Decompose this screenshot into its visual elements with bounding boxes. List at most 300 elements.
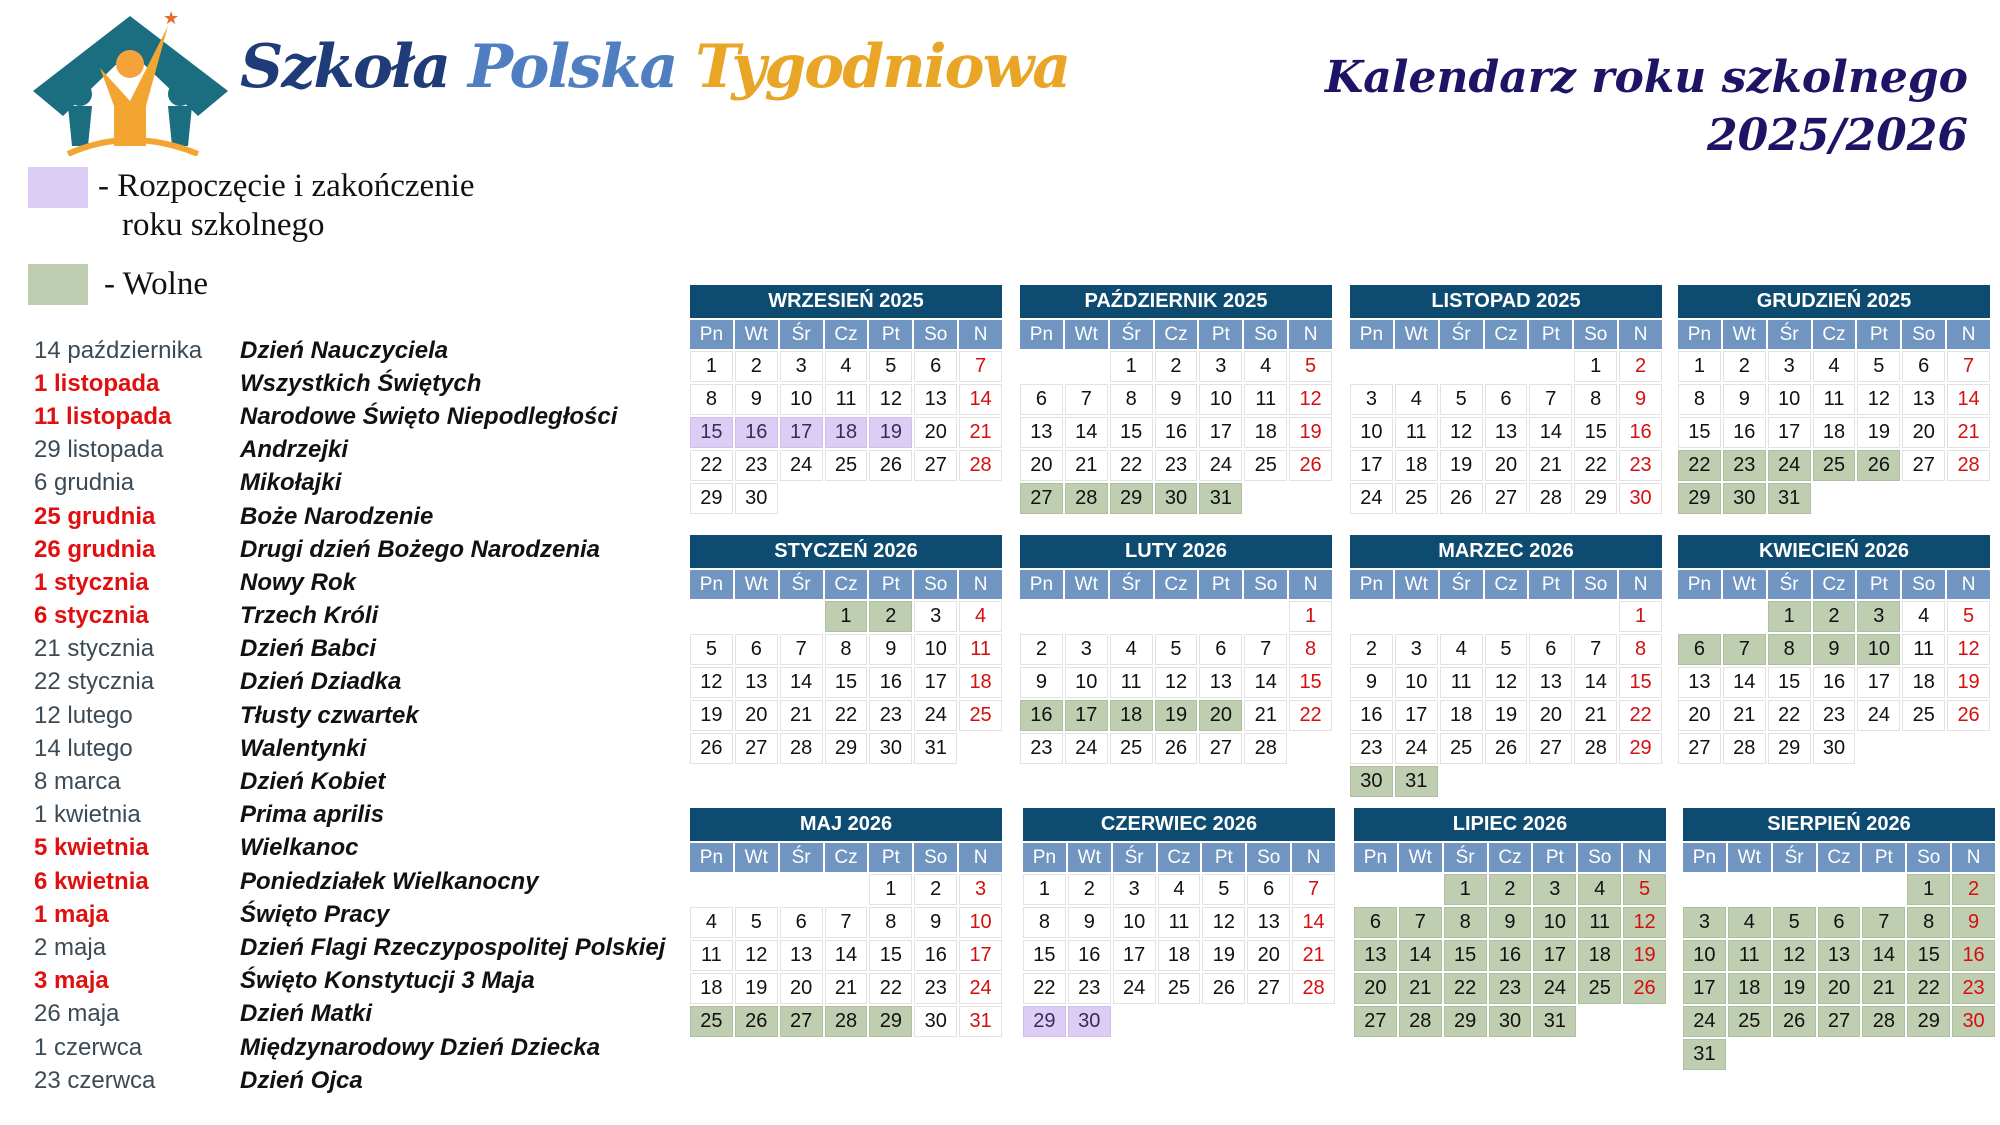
weekday-header: So [1574, 570, 1617, 599]
day-cell: 1 [869, 874, 912, 905]
day-cell: 4 [959, 601, 1002, 632]
day-cell: 1 [1574, 351, 1617, 382]
day-cell: 23 [735, 450, 778, 481]
day-cell: 9 [1952, 907, 1995, 938]
day-cell: 2 [1619, 351, 1662, 382]
day-cell: 28 [1947, 450, 1990, 481]
day-cell: 12 [1485, 667, 1528, 698]
day-cell: 6 [914, 351, 957, 382]
day-cell: 3 [1768, 351, 1811, 382]
day-cell: 17 [959, 940, 1002, 971]
day-cell: 3 [1113, 874, 1156, 905]
day-cell: 8 [1907, 907, 1950, 938]
day-cell: 24 [1113, 973, 1156, 1004]
day-cell: 20 [780, 973, 823, 1004]
empty-cell [1350, 601, 1393, 632]
day-cell: 11 [1244, 384, 1287, 415]
day-cell: 16 [1952, 940, 1995, 971]
day-cell: 21 [1574, 700, 1617, 731]
weekday-header: So [1574, 320, 1617, 349]
holiday-item [34, 1031, 665, 1064]
holiday-name: Wielkanoc [240, 834, 359, 862]
day-cell: 14 [1862, 940, 1905, 971]
day-cell: 25 [959, 700, 1002, 731]
day-cell: 11 [1158, 907, 1201, 938]
day-cell: 27 [735, 733, 778, 764]
day-cell: 15 [1110, 417, 1153, 448]
weekday-header: Wt [1395, 320, 1438, 349]
day-cell: 29 [1574, 483, 1617, 514]
empty-cell [1399, 874, 1442, 905]
weekday-header: Pn [1023, 843, 1066, 872]
day-cell: 1 [1678, 351, 1721, 382]
day-cell: 20 [1354, 973, 1397, 1004]
day-cell: 16 [1619, 417, 1662, 448]
day-cell: 22 [690, 450, 733, 481]
weekday-header: N [1623, 843, 1666, 872]
day-cell: 11 [1813, 384, 1856, 415]
day-cell: 11 [1110, 667, 1153, 698]
day-cell: 18 [690, 973, 733, 1004]
day-cell: 3 [1683, 907, 1726, 938]
holiday-date: 6 stycznia [34, 602, 149, 630]
day-cell: 26 [1485, 733, 1528, 764]
holiday-date: 21 stycznia [34, 635, 155, 663]
day-cell: 15 [1678, 417, 1721, 448]
day-cell: 5 [869, 351, 912, 382]
day-cell: 4 [1110, 634, 1153, 665]
day-cell: 14 [1244, 667, 1287, 698]
day-cell: 13 [1902, 384, 1945, 415]
day-cell: 30 [1952, 1006, 1995, 1037]
weekday-header: Pt [1533, 843, 1576, 872]
weekday-header: Pt [1199, 320, 1242, 349]
day-cell: 21 [1947, 417, 1990, 448]
day-cell: 27 [1199, 733, 1242, 764]
legend-swatch-free [28, 264, 88, 305]
day-cell: 16 [1813, 667, 1856, 698]
day-cell: 31 [1768, 483, 1811, 514]
weekday-header: Śr [780, 843, 823, 872]
weekday-header: So [1902, 570, 1945, 599]
day-cell: 6 [1678, 634, 1721, 665]
month-calendar [1350, 535, 1662, 797]
day-cell: 23 [1813, 700, 1856, 731]
day-cell: 8 [1289, 634, 1332, 665]
day-cell: 21 [1723, 700, 1766, 731]
day-cell: 7 [959, 351, 1002, 382]
day-cell: 29 [1619, 733, 1662, 764]
logo-word-3: Tygodniowa [695, 32, 1070, 102]
day-cell: 26 [735, 1006, 778, 1037]
empty-cell [1110, 601, 1153, 632]
day-cell: 12 [1857, 384, 1900, 415]
day-cell: 12 [1947, 634, 1990, 665]
day-cell: 10 [1350, 417, 1393, 448]
day-cell: 27 [1818, 1006, 1861, 1037]
holiday-date: 26 maja [34, 1000, 120, 1028]
holiday-name: Święto Konstytucji 3 Maja [240, 967, 535, 995]
day-cell: 19 [735, 973, 778, 1004]
day-cell: 30 [1350, 766, 1393, 797]
holiday-date: 12 lutego [34, 701, 133, 729]
day-cell: 2 [1155, 351, 1198, 382]
day-cell: 26 [1773, 1006, 1816, 1037]
holiday-name: Boże Narodzenie [240, 502, 434, 530]
day-cell: 18 [825, 417, 868, 448]
holiday-name: Dzień Nauczyciela [240, 336, 449, 364]
holiday-name: Narodowe Święto Niepodległości [240, 402, 618, 430]
day-cell: 18 [1244, 417, 1287, 448]
day-cell: 7 [1065, 384, 1108, 415]
holiday-date: 6 grudnia [34, 469, 135, 497]
day-cell: 24 [780, 450, 823, 481]
day-cell: 26 [1202, 973, 1245, 1004]
weekday-header: Pt [869, 570, 912, 599]
day-cell: 29 [825, 733, 868, 764]
empty-cell [735, 601, 778, 632]
day-cell: 17 [914, 667, 957, 698]
holiday-date: 11 listopada [34, 402, 172, 430]
legend-label-start-end-2: roku szkolnego [122, 207, 325, 243]
holiday-item [34, 865, 665, 898]
day-cell: 20 [1199, 700, 1242, 731]
day-cell: 9 [869, 634, 912, 665]
holiday-name: Międzynarodowy Dzień Dziecka [240, 1033, 601, 1061]
weekday-header: So [1244, 570, 1287, 599]
empty-cell [780, 874, 823, 905]
weekday-header: Pn [1678, 320, 1721, 349]
day-cell: 14 [1723, 667, 1766, 698]
day-cell: 27 [1020, 483, 1063, 514]
day-cell: 9 [914, 907, 957, 938]
weekday-header: Śr [1768, 320, 1811, 349]
day-cell: 25 [1813, 450, 1856, 481]
day-cell: 29 [690, 483, 733, 514]
day-cell: 17 [1065, 700, 1108, 731]
weekday-header: So [1902, 320, 1945, 349]
day-cell: 13 [914, 384, 957, 415]
day-cell: 27 [1529, 733, 1572, 764]
day-cell: 10 [1683, 940, 1726, 971]
day-cell: 21 [1244, 700, 1287, 731]
legend-label-free: - Wolne [104, 266, 208, 302]
day-cell: 26 [1155, 733, 1198, 764]
holiday-name: Wszystkich Świętych [240, 369, 482, 397]
day-cell: 29 [1023, 1006, 1066, 1037]
day-cell: 24 [1350, 483, 1393, 514]
day-cell: 1 [1289, 601, 1332, 632]
day-cell: 22 [1289, 700, 1332, 731]
weekday-header: Cz [1155, 320, 1198, 349]
weekday-header: Pn [1350, 320, 1393, 349]
weekday-header: N [959, 320, 1002, 349]
day-cell: 8 [1110, 384, 1153, 415]
weekday-header: Cz [1818, 843, 1861, 872]
weekday-header: So [1244, 320, 1287, 349]
day-cell: 8 [869, 907, 912, 938]
day-cell: 8 [1619, 634, 1662, 665]
month-calendar [1678, 535, 1990, 764]
day-cell: 4 [1902, 601, 1945, 632]
holiday-name: Święto Pracy [240, 900, 390, 928]
day-cell: 16 [1020, 700, 1063, 731]
day-cell: 13 [1199, 667, 1242, 698]
day-cell: 1 [1768, 601, 1811, 632]
day-cell: 1 [690, 351, 733, 382]
day-cell: 5 [1202, 874, 1245, 905]
month-title: PAŹDZIERNIK 2025 [1020, 285, 1332, 318]
day-cell: 30 [1619, 483, 1662, 514]
legend-swatch-start-end [28, 167, 88, 208]
empty-cell [1773, 874, 1816, 905]
school-logo [28, 6, 233, 156]
day-cell: 2 [735, 351, 778, 382]
day-cell: 9 [1350, 667, 1393, 698]
day-cell: 7 [1292, 874, 1335, 905]
month-title: LISTOPAD 2025 [1350, 285, 1662, 318]
day-cell: 31 [914, 733, 957, 764]
holiday-name: Andrzejki [240, 436, 349, 464]
day-cell: 12 [735, 940, 778, 971]
day-cell: 10 [1065, 667, 1108, 698]
day-cell: 16 [1155, 417, 1198, 448]
day-cell: 5 [1623, 874, 1666, 905]
holiday-item [34, 434, 665, 467]
holiday-name: Tłusty czwartek [240, 701, 419, 729]
holiday-date: 1 kwietnia [34, 801, 141, 829]
holiday-name: Dzień Dziadka [240, 668, 402, 696]
holiday-name: Dzień Kobiet [240, 768, 386, 796]
weekday-header: So [1247, 843, 1290, 872]
weekday-header: Wt [1065, 320, 1108, 349]
empty-cell [780, 601, 823, 632]
holiday-item [34, 400, 665, 433]
weekday-header: Pn [1683, 843, 1726, 872]
day-cell: 8 [825, 634, 868, 665]
day-cell: 9 [1489, 907, 1532, 938]
day-cell: 19 [1289, 417, 1332, 448]
empty-cell [1574, 601, 1617, 632]
month-title: GRUDZIEŃ 2025 [1678, 285, 1990, 318]
day-cell: 21 [1399, 973, 1442, 1004]
day-cell: 22 [1907, 973, 1950, 1004]
weekday-header: Cz [1158, 843, 1201, 872]
month-calendar [1023, 808, 1335, 1037]
empty-cell [1354, 874, 1397, 905]
day-cell: 30 [1155, 483, 1198, 514]
holiday-item [34, 799, 665, 832]
day-cell: 8 [1678, 384, 1721, 415]
holiday-item [34, 367, 665, 400]
day-cell: 2 [1723, 351, 1766, 382]
day-cell: 13 [1020, 417, 1063, 448]
empty-cell [825, 874, 868, 905]
month-title: LIPIEC 2026 [1354, 808, 1666, 841]
day-cell: 6 [780, 907, 823, 938]
weekday-header: Pt [1202, 843, 1245, 872]
holiday-date: 1 listopada [34, 369, 160, 397]
day-cell: 19 [690, 700, 733, 731]
holiday-date: 14 lutego [34, 734, 133, 762]
day-cell: 6 [1485, 384, 1528, 415]
month-calendar [690, 285, 1002, 514]
day-cell: 4 [1158, 874, 1201, 905]
day-cell: 11 [1578, 907, 1621, 938]
empty-cell [1065, 351, 1108, 382]
day-cell: 19 [869, 417, 912, 448]
weekday-header: So [914, 320, 957, 349]
day-cell: 21 [1529, 450, 1572, 481]
day-cell: 24 [959, 973, 1002, 1004]
day-cell: 20 [735, 700, 778, 731]
weekday-header: Pn [690, 570, 733, 599]
day-cell: 4 [1440, 634, 1483, 665]
day-cell: 22 [825, 700, 868, 731]
empty-cell [1020, 351, 1063, 382]
day-cell: 30 [1813, 733, 1856, 764]
weekday-header: N [1289, 570, 1332, 599]
day-cell: 25 [1902, 700, 1945, 731]
day-cell: 2 [1068, 874, 1111, 905]
weekday-header: Pt [1529, 320, 1572, 349]
day-cell: 7 [1529, 384, 1572, 415]
holiday-item [34, 566, 665, 599]
day-cell: 28 [1529, 483, 1572, 514]
month-calendar [1683, 808, 1995, 1070]
svg-text:★: ★ [163, 8, 180, 28]
day-cell: 18 [1440, 700, 1483, 731]
holiday-date: 22 stycznia [34, 668, 155, 696]
weekday-header: Śr [1444, 843, 1487, 872]
day-cell: 16 [869, 667, 912, 698]
day-cell: 23 [1723, 450, 1766, 481]
day-cell: 14 [1399, 940, 1442, 971]
day-cell: 3 [1350, 384, 1393, 415]
holiday-item [34, 832, 665, 865]
weekday-header: Wt [735, 843, 778, 872]
empty-cell [1683, 874, 1726, 905]
empty-cell [1862, 874, 1905, 905]
empty-cell [1065, 601, 1108, 632]
weekday-header: Śr [1113, 843, 1156, 872]
weekday-header: Pt [1199, 570, 1242, 599]
empty-cell [1155, 601, 1198, 632]
day-cell: 22 [1574, 450, 1617, 481]
empty-cell [1723, 601, 1766, 632]
day-cell: 23 [914, 973, 957, 1004]
day-cell: 27 [1354, 1006, 1397, 1037]
day-cell: 19 [1947, 667, 1990, 698]
day-cell: 19 [1202, 940, 1245, 971]
month-calendar [1350, 285, 1662, 514]
day-cell: 30 [1068, 1006, 1111, 1037]
day-cell: 5 [1440, 384, 1483, 415]
weekday-header: N [1619, 320, 1662, 349]
day-cell: 12 [1289, 384, 1332, 415]
day-cell: 6 [1902, 351, 1945, 382]
day-cell: 20 [1020, 450, 1063, 481]
day-cell: 24 [1395, 733, 1438, 764]
day-cell: 25 [1158, 973, 1201, 1004]
day-cell: 10 [1395, 667, 1438, 698]
day-cell: 20 [1902, 417, 1945, 448]
empty-cell [1440, 601, 1483, 632]
day-cell: 11 [959, 634, 1002, 665]
weekday-header: Śr [1110, 570, 1153, 599]
day-cell: 20 [1678, 700, 1721, 731]
day-cell: 1 [1619, 601, 1662, 632]
day-cell: 22 [869, 973, 912, 1004]
day-cell: 4 [1813, 351, 1856, 382]
day-cell: 18 [1578, 940, 1621, 971]
day-cell: 30 [1723, 483, 1766, 514]
weekday-header: So [914, 843, 957, 872]
day-cell: 4 [825, 351, 868, 382]
day-cell: 26 [1289, 450, 1332, 481]
day-cell: 6 [1020, 384, 1063, 415]
day-cell: 2 [1350, 634, 1393, 665]
month-title: WRZESIEŃ 2025 [690, 285, 1002, 318]
day-cell: 8 [1444, 907, 1487, 938]
holiday-date: 8 marca [34, 768, 121, 796]
holiday-date: 1 czerwca [34, 1033, 143, 1061]
day-cell: 3 [1857, 601, 1900, 632]
day-cell: 7 [1574, 634, 1617, 665]
holiday-name: Poniedziałek Wielkanocny [240, 867, 539, 895]
weekday-header: Wt [1395, 570, 1438, 599]
holiday-item [34, 931, 665, 964]
weekday-header: Pn [1350, 570, 1393, 599]
day-cell: 15 [1574, 417, 1617, 448]
day-cell: 5 [1485, 634, 1528, 665]
holiday-item [34, 533, 665, 566]
day-cell: 25 [1244, 450, 1287, 481]
day-cell: 31 [1395, 766, 1438, 797]
day-cell: 31 [1683, 1039, 1726, 1070]
weekday-header: Cz [1485, 320, 1528, 349]
day-cell: 24 [914, 700, 957, 731]
day-cell: 10 [1533, 907, 1576, 938]
day-cell: 3 [780, 351, 823, 382]
month-title: MARZEC 2026 [1350, 535, 1662, 568]
day-cell: 17 [780, 417, 823, 448]
day-cell: 11 [1395, 417, 1438, 448]
day-cell: 21 [959, 417, 1002, 448]
weekday-header: Cz [1485, 570, 1528, 599]
holiday-date: 23 czerwca [34, 1066, 156, 1094]
weekday-header: N [1947, 320, 1990, 349]
day-cell: 9 [1813, 634, 1856, 665]
day-cell: 15 [1619, 667, 1662, 698]
day-cell: 29 [1768, 733, 1811, 764]
day-cell: 18 [1728, 973, 1771, 1004]
day-cell: 27 [1902, 450, 1945, 481]
weekday-header: Pn [1020, 320, 1063, 349]
empty-cell [1529, 351, 1572, 382]
weekday-header: N [959, 843, 1002, 872]
holiday-list [34, 334, 665, 1097]
empty-cell [1818, 874, 1861, 905]
day-cell: 30 [1489, 1006, 1532, 1037]
weekday-header: Wt [1399, 843, 1442, 872]
day-cell: 31 [1199, 483, 1242, 514]
day-cell: 11 [1440, 667, 1483, 698]
day-cell: 24 [1199, 450, 1242, 481]
day-cell: 20 [1247, 940, 1290, 971]
day-cell: 22 [1110, 450, 1153, 481]
day-cell: 27 [1485, 483, 1528, 514]
